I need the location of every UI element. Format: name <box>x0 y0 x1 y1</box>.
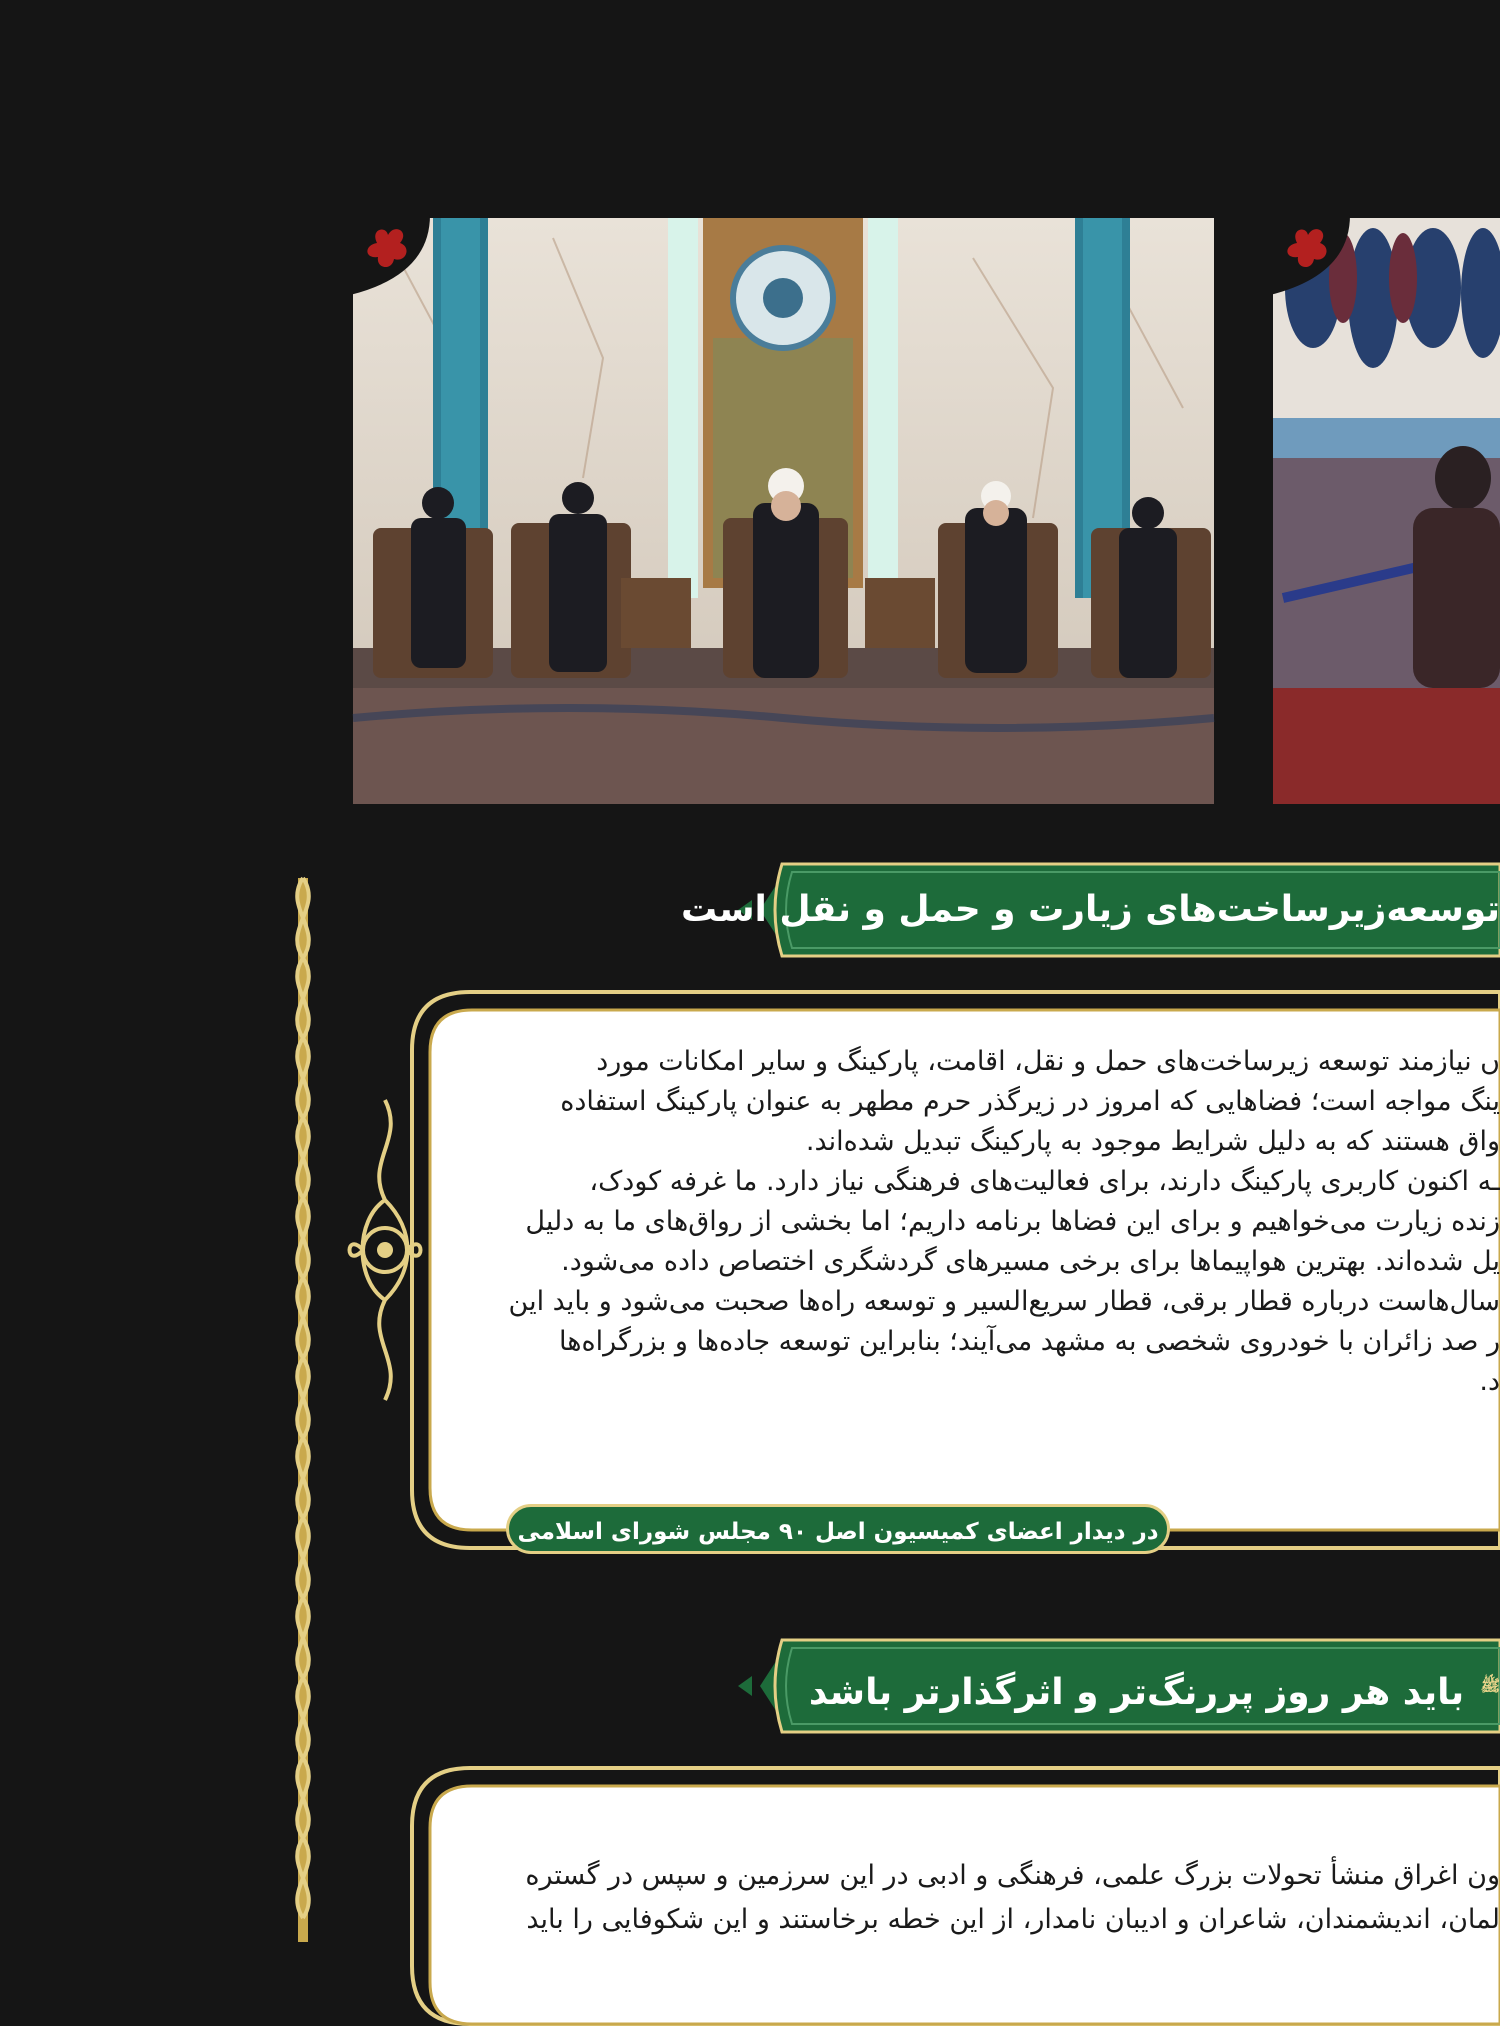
gold-floral-border <box>278 878 328 1942</box>
section1-caption: در دیدار اعضای کمیسیون اصل ۹۰ مجلس شورای اسلامی <box>506 1504 1170 1554</box>
paragraph-line: د. <box>1479 1366 1500 1397</box>
section2-title: باید هر روز پررنگ‌تر و اثرگذارتر باشد <box>808 1672 1465 1713</box>
flower-corner-icon <box>350 215 430 295</box>
paragraph-line: ینگ مواجه است؛ فضاهایی که امروز در زیرگذر حرم مطهر به عنوان پارکینگ استفاده <box>560 1086 1500 1117</box>
section1-textbox <box>410 990 1500 1550</box>
paragraph-line: واق هستند که به دلیل شرایط موجود به پارکینگ تبدیل شده‌اند. <box>805 1126 1500 1157</box>
meeting-photo <box>353 218 1214 804</box>
paragraph-line: ون اغراق منشأ تحولات بزرگ علمی، فرهنگی و ادبی در این سرزمین و سپس در گستره <box>525 1860 1500 1891</box>
paragraph-line: یل شده‌اند. بهترین هواپیماها برای برخی مسیرهای گردشگری اختصاص داده می‌شود. <box>561 1246 1500 1277</box>
section2-textbox <box>410 1766 1500 1942</box>
paragraph-line: ں نیازمند توسعه زیرساخت‌های حمل و نقل، اقامت، پارکینگ و سایر امکانات مورد <box>596 1046 1500 1077</box>
paragraph-line: لمان، اندیشمندان، شاعران و ادیبان نامدار، از این خطه برخاستند و این شکوفایی را باید <box>526 1904 1500 1935</box>
section2-title-wrap <box>808 1632 1500 1740</box>
flower-corner-icon <box>1270 215 1350 295</box>
paragraph-line: ـه اکنون کاربری پارکینگ دارند، برای فعالیت‌های فرهنگی نیاز دارد. ما غرفه کودک، <box>589 1166 1500 1197</box>
section1-paragraph <box>460 1042 1500 1482</box>
honorific-mark: ﷺ <box>1480 1676 1500 1695</box>
section2-title-banner <box>738 1632 1500 1740</box>
carpet-weaving-photo <box>1273 218 1500 804</box>
section1-title: توسعه‌زیرساخت‌های زیارت و حمل و نقل است <box>681 889 1500 930</box>
paragraph-line: زنده زیارت می‌خواهیم و برای این فضاها برنامه داریم؛ اما بخشی از رواق‌های ما به دلیل <box>525 1206 1500 1237</box>
section2-paragraph <box>460 1854 1500 1942</box>
paragraph-line: ر صد زائران با خودروی شخصی به مشهد می‌آیند؛ بنابراین توسعه جاده‌ها و بزرگراه‌ها <box>559 1326 1500 1357</box>
paragraph-line: سال‌هاست درباره قطار برقی، قطار سریع‌السیر و توسعه راه‌ها صحبت می‌شود و باید این <box>508 1286 1500 1317</box>
section1-title-banner <box>681 856 1500 964</box>
